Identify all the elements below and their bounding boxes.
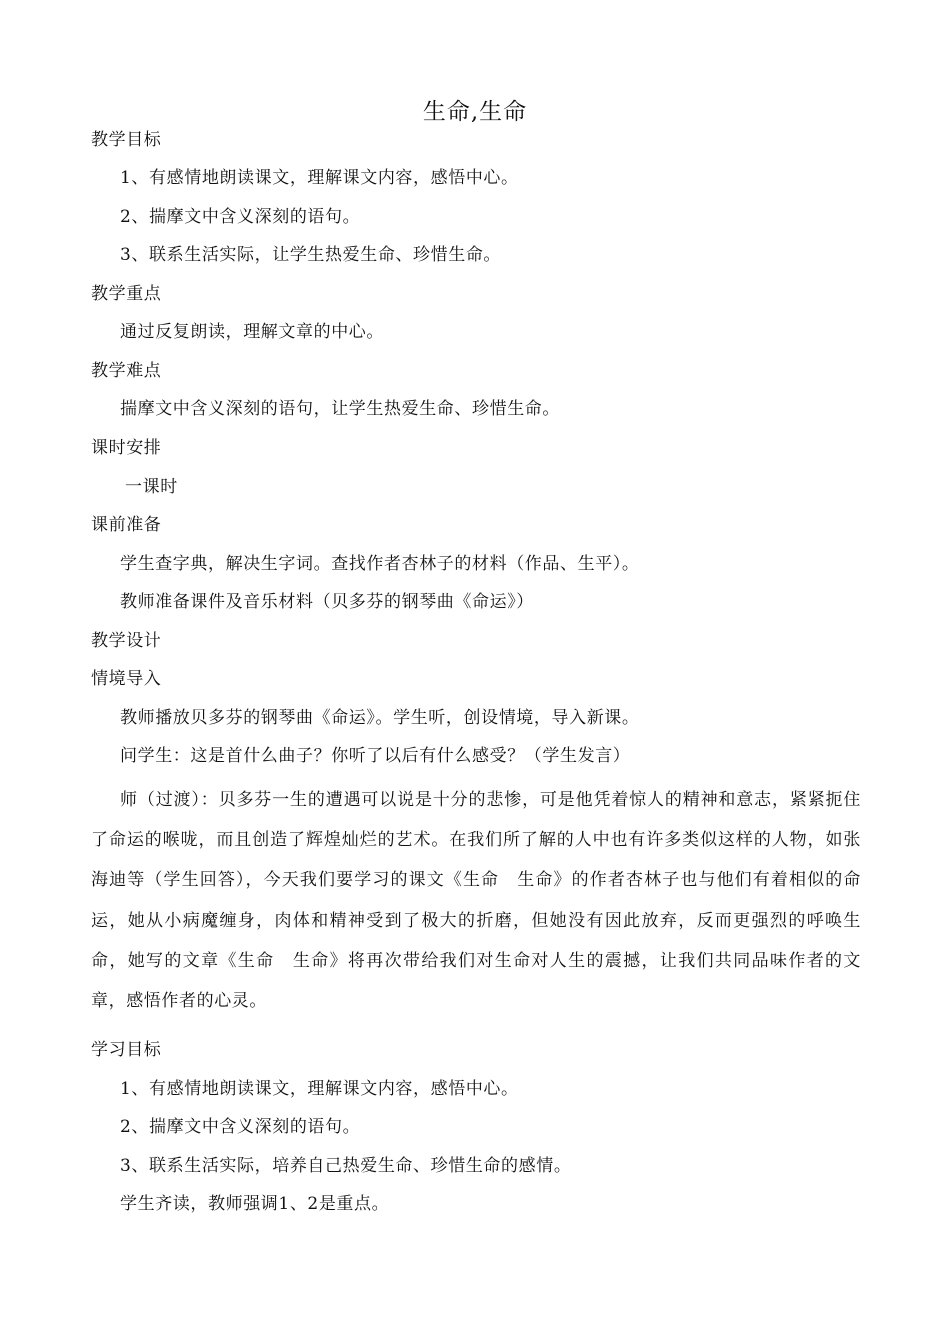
- section-heading-objectives: 教学目标: [91, 130, 162, 150]
- intro-line-1: 教师播放贝多芬的钢琴曲《命运》。学生听，创设情境，导入新课。: [120, 708, 640, 728]
- difficulty-text: 揣摩文中含义深刻的语句，让学生热爱生命、珍惜生命。: [120, 399, 560, 419]
- objective-item-2: 2、揣摩文中含义深刻的语句。: [120, 207, 361, 227]
- document-title: 生命,生命: [422, 99, 528, 125]
- learning-goal-item-3: 3、联系生活实际，培养自己热爱生命、珍惜生命的感情。: [120, 1156, 572, 1176]
- section-heading-design: 教学设计: [91, 631, 162, 651]
- preparation-item-2: 教师准备课件及音乐材料（贝多芬的钢琴曲《命运》）: [120, 592, 534, 612]
- intro-paragraph: 师（过渡）：贝多芬一生的遭遇可以说是十分的悲惨，可是他凭着惊人的精神和意志，紧紧扼住了命运的喉咙，而且创造了辉煌灿烂的艺术。在我们所了解的人中也有许多类似这样的人物，如张海迪等（学生回答），今天我们要学习的课文《生命 生命》的作者杏林子也与他们有着相似的命运，她从小病魔缠身，肉体和精神受到了极大的折磨，但她没有因此放弃，反而更强烈的呼唤生命，她写的文章《生命 生命》将再次带给我们对生命对人生的震撼，让我们共同品味作者的文章，感悟作者的心灵。: [91, 790, 861, 1012]
- objective-item-3: 3、联系生活实际，让学生热爱生命、珍惜生命。: [120, 245, 502, 265]
- section-heading-intro: 情境导入: [91, 669, 162, 689]
- schedule-text: 一课时: [125, 477, 178, 497]
- section-heading-schedule: 课时安排: [91, 438, 162, 458]
- objective-item-1: 1、有感情地朗读课文，理解课文内容，感悟中心。: [120, 168, 519, 188]
- learning-goal-item-2: 2、揣摩文中含义深刻的语句。: [120, 1117, 361, 1137]
- section-heading-learning-goals: 学习目标: [91, 1040, 162, 1060]
- learning-goal-item-1: 1、有感情地朗读课文，理解课文内容，感悟中心。: [120, 1079, 519, 1099]
- preparation-item-1: 学生查字典，解决生字词。查找作者杏林子的材料（作品、生平）。: [120, 554, 640, 574]
- learning-goal-note: 学生齐读，教师强调1、2是重点。: [120, 1194, 390, 1214]
- key-point-text: 通过反复朗读，理解文章的中心。: [120, 322, 384, 342]
- intro-line-2: 问学生：这是首什么曲子？你听了以后有什么感受？（学生发言）: [120, 746, 631, 766]
- section-heading-difficulty: 教学难点: [91, 361, 162, 381]
- section-heading-preparation: 课前准备: [91, 515, 162, 535]
- section-heading-key-point: 教学重点: [91, 284, 162, 304]
